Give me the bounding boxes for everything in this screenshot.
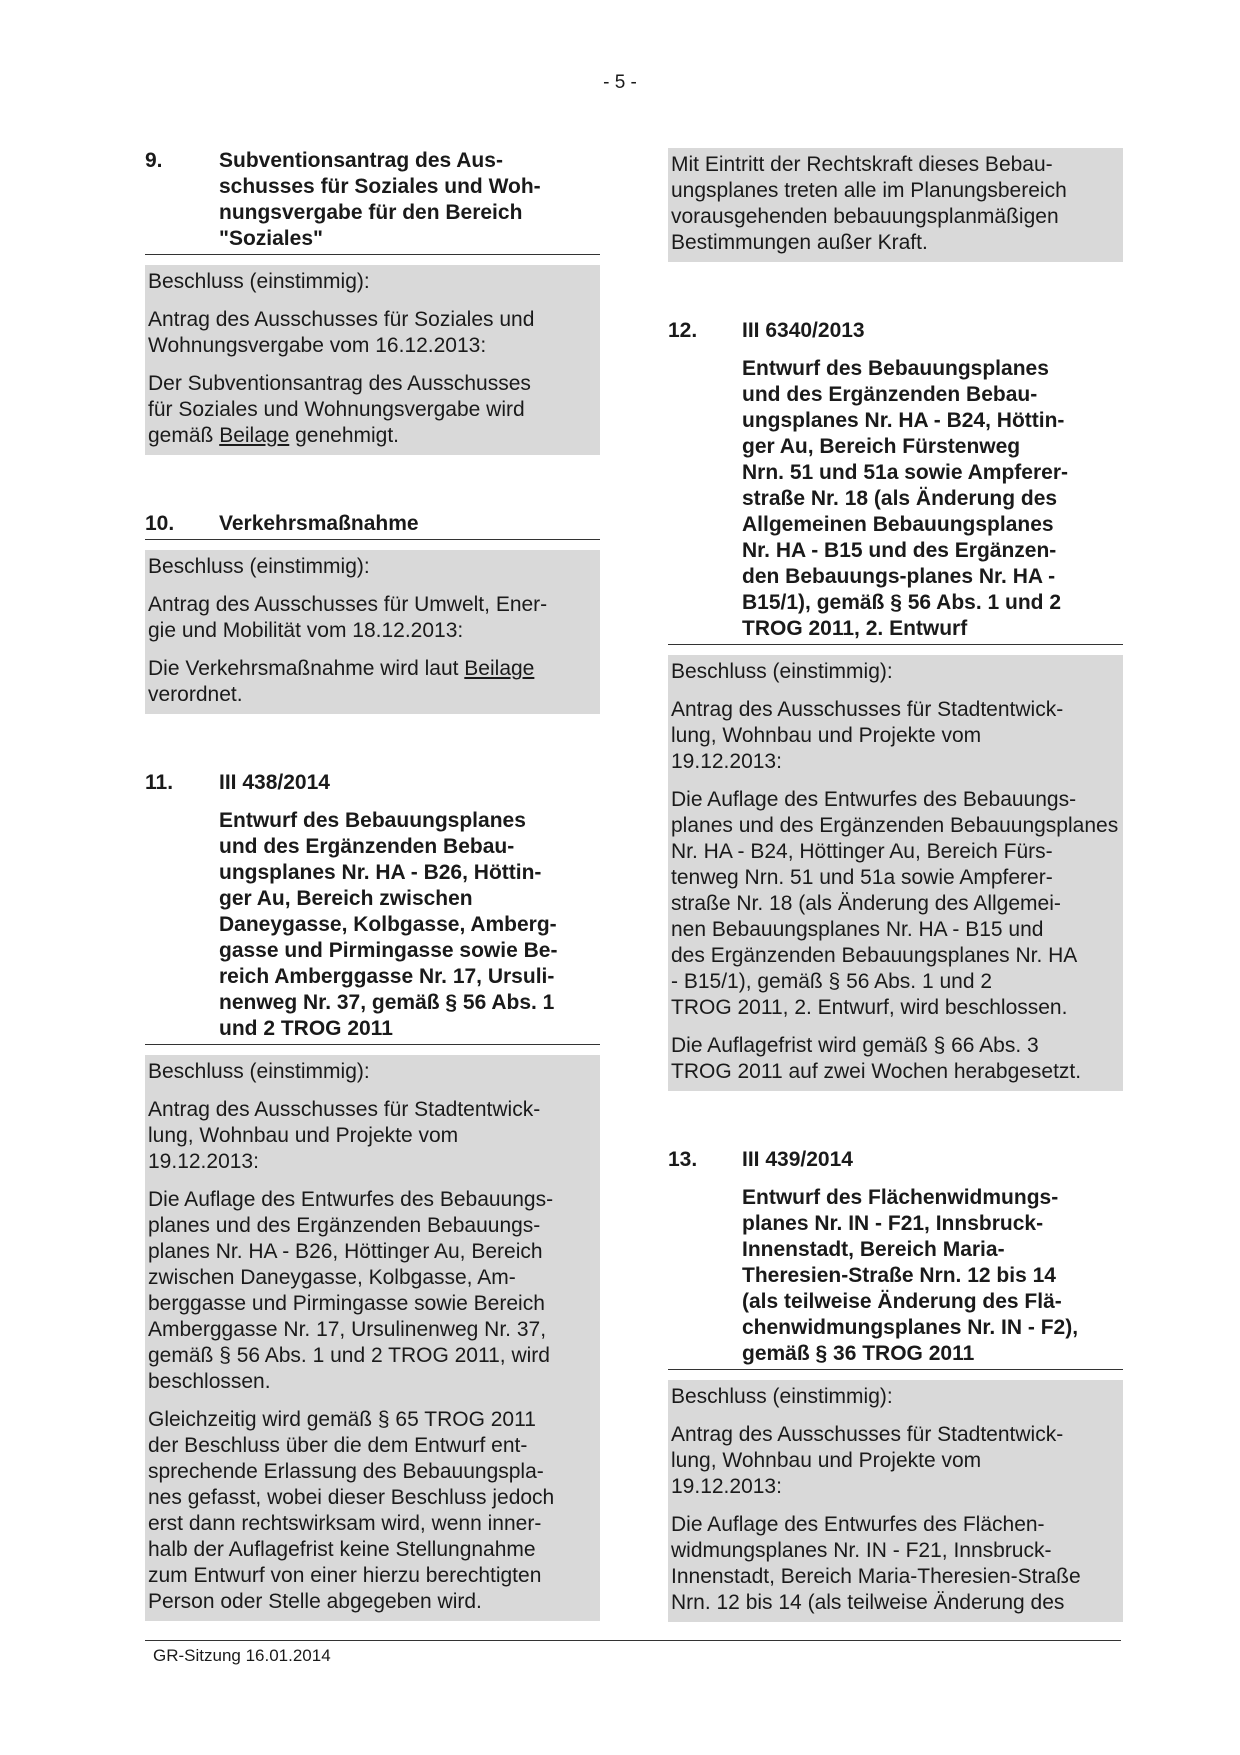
item-13-title: Entwurf des Flächenwidmungs- planes Nr. IN - F21, Innsbruck- Innenstadt, Bereich Maria- Theresien-Straße Nrn. 12 bis 14 (als teilweise Änderung des Flä- chenwidmungsplanes Nr. IN - F2), gemäß § 36 TROG 2011	[668, 1185, 1123, 1370]
item-13-resolution	[668, 1380, 1123, 1622]
beschluss-label: Beschluss (einstimmig):	[148, 270, 370, 293]
continued-resolution: Mit Eintritt der Rechtskraft dieses Bebau- ungsplanes treten alle im Planungsbereich vorausgehenden bebauungsplanmäßigen Bestimmungen außer Kraft.	[668, 148, 1123, 262]
item-number: 12.	[668, 319, 698, 342]
resolution-text: Die Auflage des Entwurfes des Bebauungs- planes und des Ergänzenden Bebauungs- planes Nr. HA - B26, Höttinger Au, Bereich zwischen Daneygasse, Kolbgasse, Am- berggasse und Pirmingasse sowie Bereich Amberggasse Nr. 17, Ursulinenweg Nr. 37, gemäß § 56 Abs. 1 und 2 TROG 2011, wird beschlossen.	[148, 1188, 554, 1393]
item-title: Subventionsantrag des Aus- schusses für Soziales und Woh- nungsvergabe für den Bereich "Soziales"	[219, 149, 541, 250]
item-number: 10.	[145, 512, 175, 535]
resolution-text-2: Die Auflagefrist wird gemäß § 66 Abs. 3 TROG 2011 auf zwei Wochen herabgesetzt.	[671, 1034, 1082, 1083]
beschluss-label: Beschluss (einstimmig):	[148, 1060, 370, 1083]
item-code: III 439/2014	[742, 1148, 853, 1171]
item-11-title: Entwurf des Bebauungsplanes und des Ergänzenden Bebau- ungsplanes Nr. HA - B26, Höttin- ger Au, Bereich zwischen Daneygasse, Kolbgasse, Amberg- gasse und Pirmingasse sowie Be- reich Amberggasse Nr. 17, Ursuli- nenweg Nr. 37, gemäß § 56 Abs. 1 und 2 TROG 2011	[145, 808, 600, 1045]
beilage-link[interactable]: Beilage	[464, 657, 535, 680]
resolution-text: Der Subventionsantrag des Ausschusses für Soziales und Wohnungsvergabe wird gemäß Beilage genehmigt.	[148, 372, 531, 447]
beilage-link[interactable]: Beilage	[219, 424, 290, 447]
footer-divider	[145, 1640, 1121, 1641]
item-title: Verkehrsmaßnahme	[219, 512, 419, 535]
item-9-resolution	[145, 265, 600, 455]
item-11-resolution	[145, 1055, 600, 1621]
resolution-text: Die Auflage des Entwurfes des Flächen- widmungsplanes Nr. IN - F21, Innsbruck- Innenstadt, Bereich Maria-Theresien-Straße Nrn. 12 bis 14 (als teilweise Änderung des	[671, 1513, 1081, 1614]
item-code: III 438/2014	[219, 771, 330, 794]
item-10-resolution	[145, 550, 600, 714]
antrag-text: Antrag des Ausschusses für Umwelt, Ener- gie und Mobilität vom 18.12.2013:	[148, 593, 548, 642]
resolution-text: Die Verkehrsmaßnahme wird laut Beilage verordnet.	[148, 657, 535, 706]
item-11-heading	[145, 770, 600, 796]
beschluss-label: Beschluss (einstimmig):	[671, 660, 893, 683]
antrag-text: Antrag des Ausschusses für Stadtentwick- lung, Wohnbau und Projekte vom 19.12.2013:	[671, 698, 1064, 773]
antrag-text: Antrag des Ausschusses für Stadtentwick- lung, Wohnbau und Projekte vom 19.12.2013:	[148, 1098, 541, 1173]
item-13-heading	[668, 1147, 1123, 1173]
footer-text: GR-Sitzung 16.01.2014	[153, 1646, 331, 1665]
beschluss-label: Beschluss (einstimmig):	[148, 555, 370, 578]
item-number: 13.	[668, 1148, 698, 1171]
item-code: III 6340/2013	[742, 319, 865, 342]
item-12-heading	[668, 318, 1123, 344]
beschluss-label: Beschluss (einstimmig):	[671, 1385, 893, 1408]
right-column	[668, 148, 1123, 1622]
resolution-text: Die Auflage des Entwurfes des Bebauungs- planes und des Ergänzenden Bebauungsplanes Nr. HA - B24, Höttinger Au, Bereich Fürs- tenweg Nrn. 51 und 51a sowie Ampferer- straße Nr. 18 (als Änderung des Allgemei- nen Bebauungsplanes Nr. HA - B15 und des Ergänzenden Bebauungsplanes Nr. HA - B15/1), gemäß § 56 Abs. 1 und 2 TROG 2011, 2. Entwurf, wird beschlossen.	[671, 788, 1119, 1019]
antrag-text: Antrag des Ausschusses für Stadtentwick- lung, Wohnbau und Projekte vom 19.12.2013:	[671, 1423, 1064, 1498]
item-12-resolution	[668, 655, 1123, 1091]
item-number: 9.	[145, 149, 163, 172]
item-9-heading	[145, 148, 600, 255]
antrag-text: Antrag des Ausschusses für Soziales und Wohnungsvergabe vom 16.12.2013:	[148, 308, 535, 357]
left-column	[145, 148, 600, 1621]
item-10-heading	[145, 511, 600, 540]
resolution-text-2: Gleichzeitig wird gemäß § 65 TROG 2011 der Beschluss über die dem Entwurf ent- sprechende Erlassung des Bebauungspla- nes gefasst, wobei dieser Beschluss jedoch erst dann rechtswirksam wird, wenn inner- halb der Auflagefrist keine Stellungnahme zum Entwurf von einer hierzu berechtigten Person oder Stelle abgegeben wird.	[148, 1408, 555, 1613]
item-number: 11.	[145, 771, 174, 794]
page-number: - 5 -	[603, 72, 637, 93]
item-12-title: Entwurf des Bebauungsplanes und des Ergänzenden Bebau- ungsplanes Nr. HA - B24, Höttin- ger Au, Bereich Fürstenweg Nrn. 51 und 51a sowie Ampferer- straße Nr. 18 (als Änderung des Allgemeinen Bebauungsplanes Nr. HA - B15 und des Ergänzen- den Bebauungs-planes Nr. HA - B15/1), gemäß § 56 Abs. 1 und 2 TROG 2011, 2. Entwurf	[668, 356, 1123, 645]
